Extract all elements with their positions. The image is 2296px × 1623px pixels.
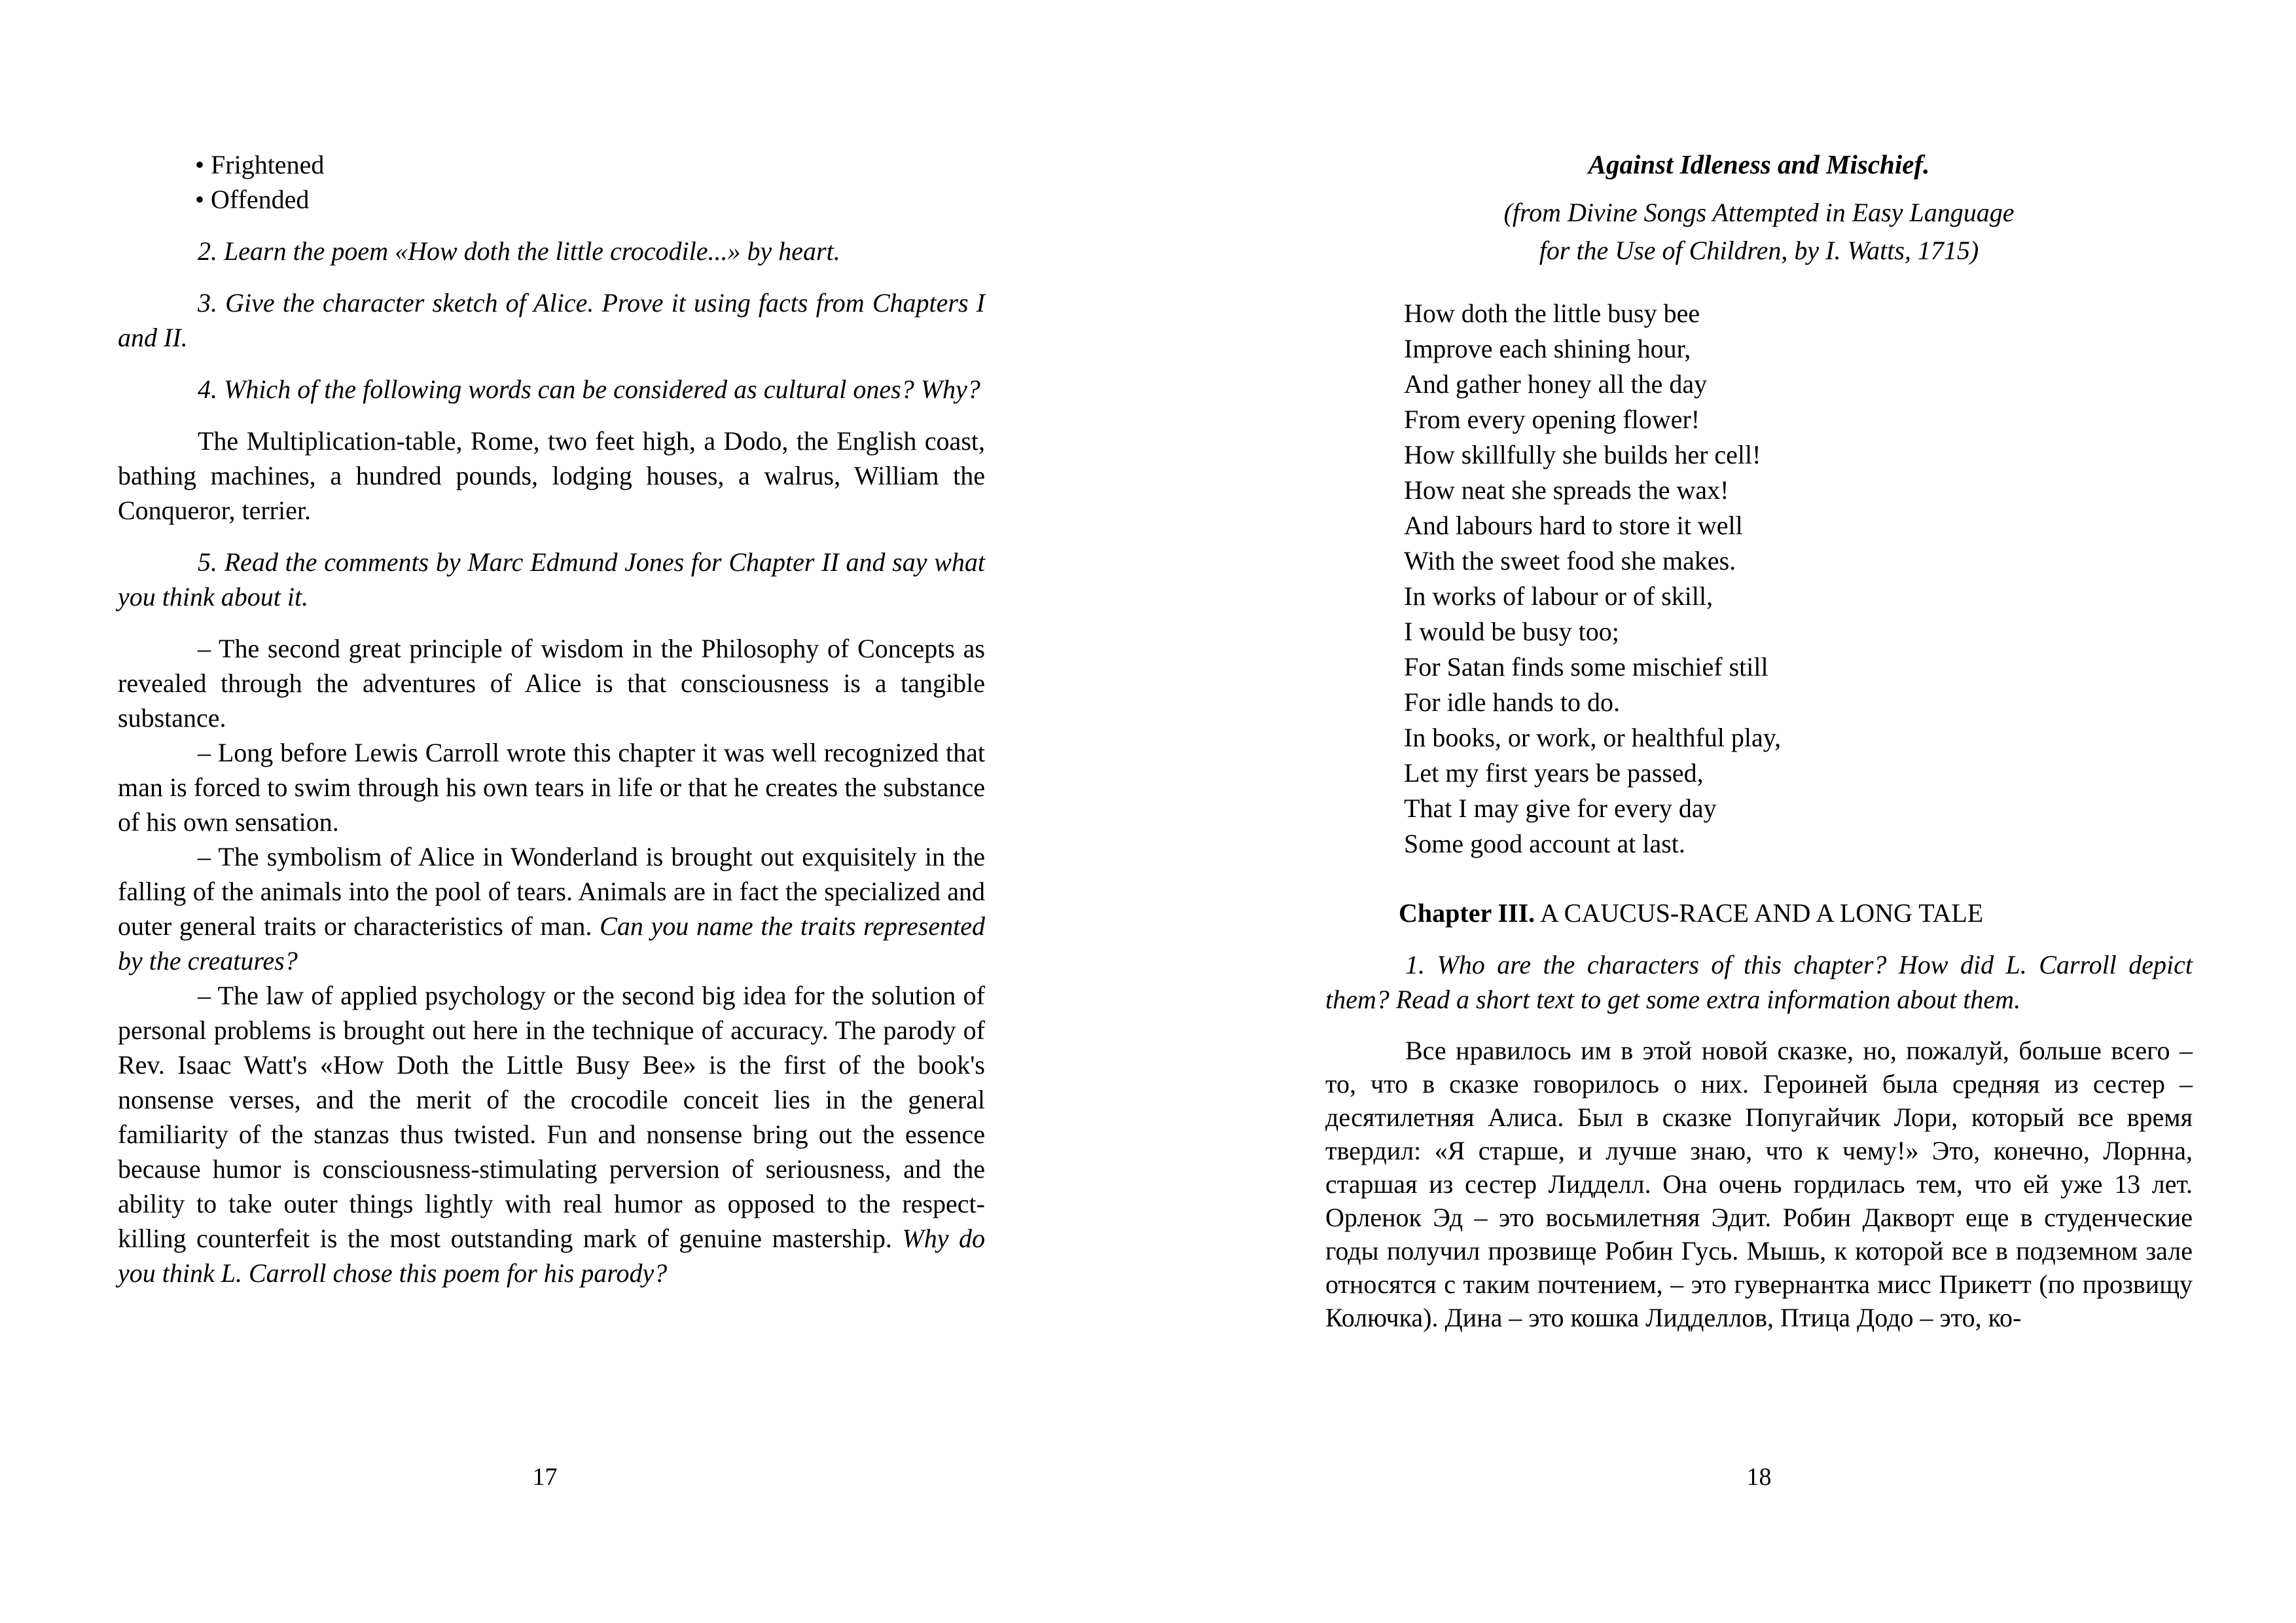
comment-4-text: – The law of applied psychology or the second big idea for the solution of personal problems is brought out here in the technique of accuracy. The parody of Rev. Isaac Watt's «How Doth the Little Busy Bee» is the first of the book's nonsense verses, and the merit of the crocodile conceit lies in the general familiarity of the stanzas thus twisted. Fun and nonsense bring out the essence because humor is consciousness-stimulating perversion of seriousness, and the ability to take outer things lightly with real humor as opposed to the respect-killing counterfeit is the most outstanding mark of genuine mastership. bbox=[118, 981, 985, 1253]
poem-line: For Satan finds some mischief still bbox=[1404, 652, 1768, 682]
poem-line: In books, or work, or healthful play, bbox=[1404, 723, 1782, 752]
comment-3-question: Can you name the traits represented by the creatures? bbox=[118, 911, 985, 976]
poem-line: And gather honey all the day bbox=[1404, 369, 1708, 399]
poem-title: Against Idleness and Mischief. bbox=[1588, 149, 1930, 179]
chapter-title: A CAUCUS-RACE AND A LONG TALE bbox=[1535, 898, 1984, 928]
poem-line: How neat she spreads the wax! bbox=[1404, 475, 1729, 505]
task-5: 5. Read the comments by Marc Edmund Jones for Chapter II and say what you think about it. bbox=[118, 547, 985, 611]
task-2: 2. Learn the poem «How doth the little crocodile...» by heart. bbox=[198, 236, 840, 266]
comment-1: – The second great principle of wisdom in the Philosophy of Concepts as revealed through the adventures of Alice is that consciousness is a tangible substance. bbox=[118, 634, 985, 733]
poem-subtitle-line-2: for the Use of Children, by I. Watts, 1715) bbox=[1539, 236, 1979, 265]
poem-line: In works of labour or of skill, bbox=[1404, 581, 1713, 611]
bullet-list bbox=[118, 147, 985, 217]
task-4: 4. Which of the following words can be considered as cultural ones? Why? bbox=[198, 374, 980, 404]
poem-line: For idle hands to do. bbox=[1404, 687, 1620, 717]
chapter-label: Chapter III. bbox=[1399, 898, 1535, 928]
comment-3-text: – The symbolism of Alice in Wonderland is brought out exquisitely in the falling of the animals into the pool of tears. Animals are in fact the specialized and outer general traits or characteristics of man. bbox=[118, 842, 985, 941]
chapter-heading bbox=[1325, 896, 2193, 930]
poem-line: With the sweet food she makes. bbox=[1404, 546, 1736, 575]
poem-line: How doth the little busy bee bbox=[1404, 299, 1700, 328]
poem bbox=[1404, 296, 2193, 862]
russian-paragraph: Все нравилось им в этой новой сказке, но, пожалуй, больше всего – то, что в сказке говорилось о них. Героиней была средняя из сестер – десятилетняя Алиса. Был в сказке Попугайчик Лори, который все время твердил: «Я старше, и лучше знаю, что к чему!» Это, конечно, Лорнна, старшая из сестер Лидделл. Она очень гордилась тем, что ей уже 13 лет. Орленок Эд – это восьмилетняя Эдит. Робин Дакворт еще в студенческие годы получил прозвище Робин Гусь. Мышь, к которой все в подземном зале относятся с таким почтением, – это гувернантка мисс Прикетт (по прозвищу Колючка). Дина – это кошка Лидделлов, Птица Додо – это, ко- bbox=[1325, 1036, 2193, 1332]
comment-3 bbox=[118, 839, 985, 978]
task-3: 3. Give the character sketch of Alice. Prove it using facts from Chapters I and II. bbox=[118, 288, 985, 352]
page-number-left: 17 bbox=[532, 1463, 558, 1491]
poem-line: How skillfully she builds her cell! bbox=[1404, 440, 1761, 469]
comment-4-question: Why do you think L. Carroll chose this poem for his parody? bbox=[118, 1224, 986, 1288]
poem-line: I would be busy too; bbox=[1404, 617, 1619, 646]
cultural-words-paragraph: The Multiplication-table, Rome, two feet high, a Dodo, the English coast, bathing machines, a hundred pounds, lodging houses, a walrus, William the Conqueror, terrier. bbox=[118, 426, 985, 525]
poem-line: Let my first years be passed, bbox=[1404, 758, 1704, 788]
page-number-right: 18 bbox=[1746, 1463, 1772, 1491]
poem-line: And labours hard to store it well bbox=[1404, 511, 1743, 540]
bullet-item: • Offended bbox=[118, 182, 985, 217]
poem-line: From every opening flower! bbox=[1404, 405, 1700, 434]
right-page bbox=[1325, 147, 2193, 1334]
bullet-item: • Frightened bbox=[118, 147, 985, 182]
comment-4 bbox=[118, 978, 985, 1290]
poem-subtitle bbox=[1325, 194, 2193, 270]
poem-line: Improve each shining hour, bbox=[1404, 334, 1691, 363]
poem-line: Some good account at last. bbox=[1404, 829, 1685, 858]
poem-line: That I may give for every day bbox=[1404, 793, 1717, 823]
poem-subtitle-line-1: (from Divine Songs Attempted in Easy Language bbox=[1503, 198, 2015, 227]
left-page bbox=[118, 147, 985, 1290]
comment-2: – Long before Lewis Carroll wrote this chapter it was well recognized that man is forced to swim through his own tears in life or that he creates the substance of his own sensation. bbox=[118, 738, 985, 837]
question-1: 1. Who are the characters of this chapter? How did L. Carroll depict them? Read a short text to get some extra information about them. bbox=[1325, 950, 2193, 1014]
